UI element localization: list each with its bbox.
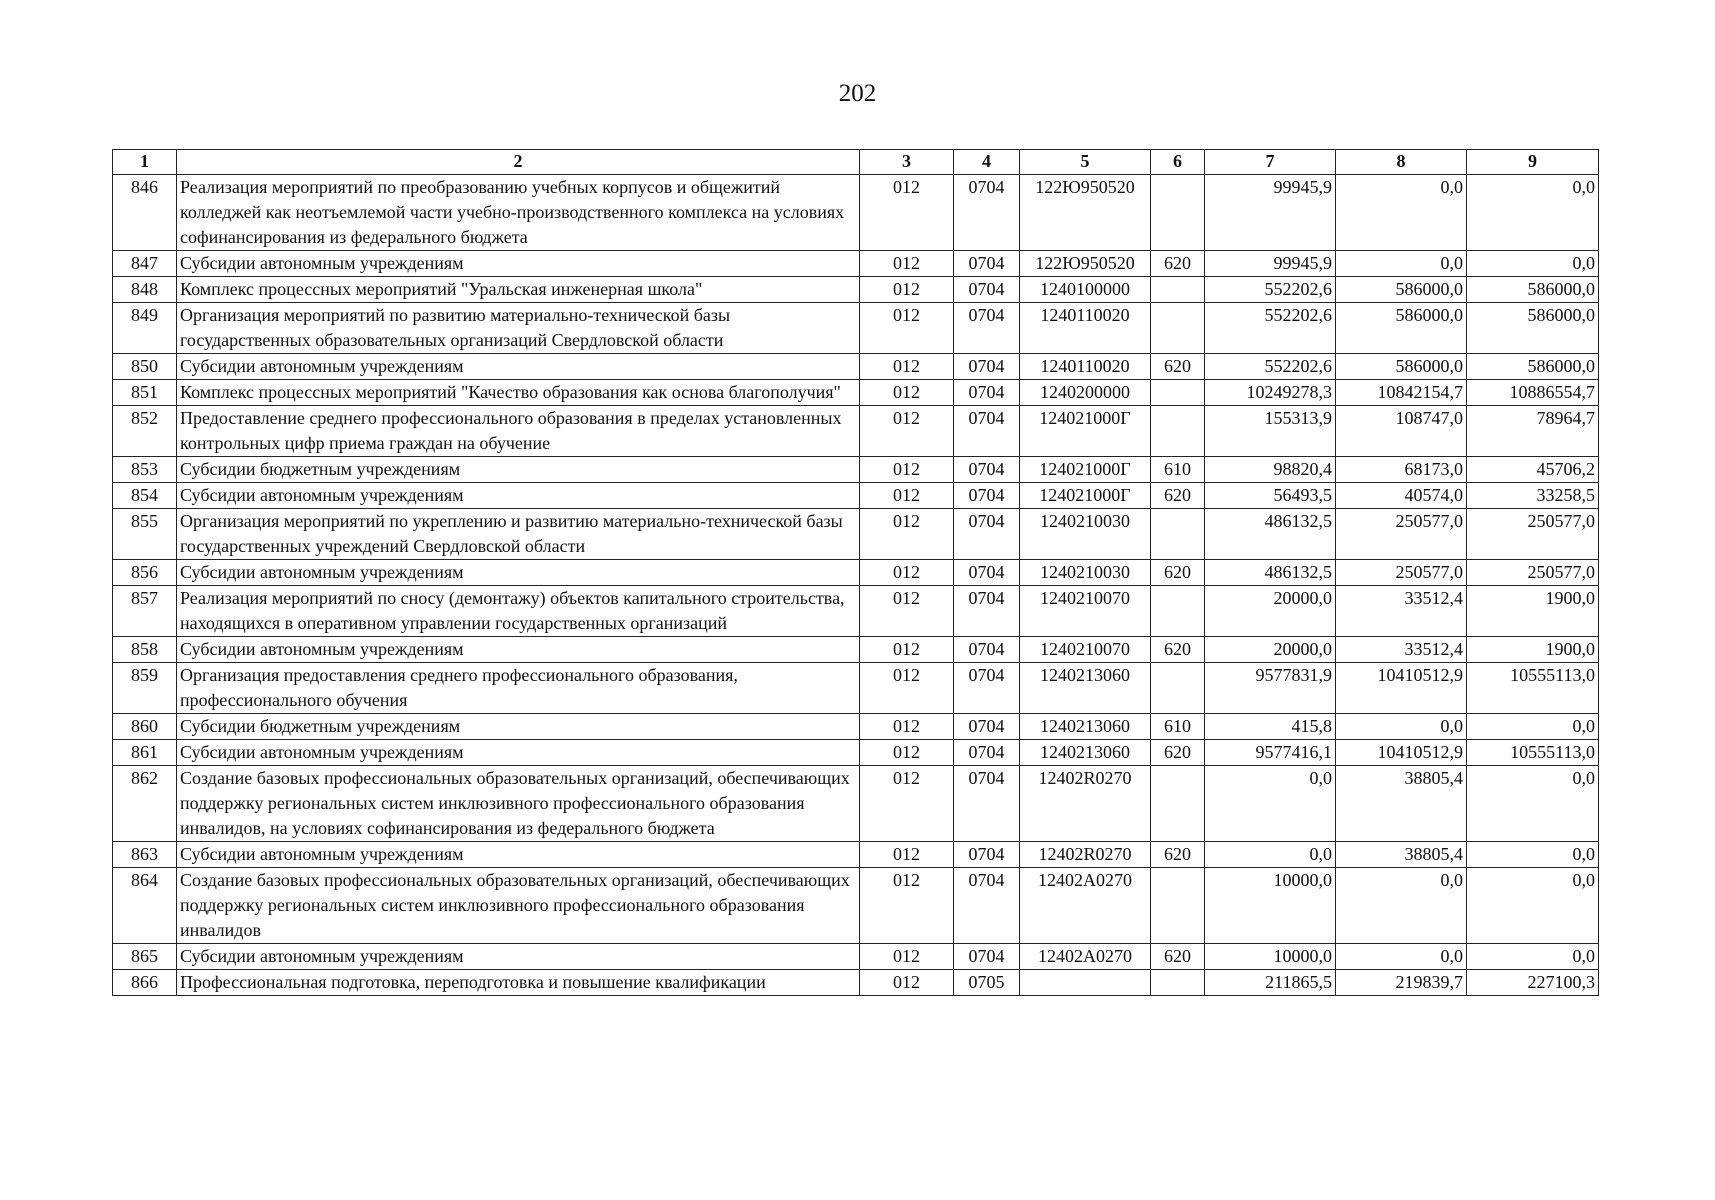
admin-code-cell: 012	[860, 251, 954, 277]
amount-col7-cell: 552202,6	[1205, 303, 1336, 354]
expense-type-cell	[1151, 175, 1205, 251]
admin-code-cell: 012	[860, 303, 954, 354]
amount-col9-cell: 1900,0	[1467, 637, 1599, 663]
amount-col9-cell: 1900,0	[1467, 586, 1599, 637]
item-name-cell: Комплекс процессных мероприятий "Качество образования как основа благополучия"	[177, 380, 860, 406]
admin-code-cell: 012	[860, 586, 954, 637]
item-name-cell: Реализация мероприятий по сносу (демонтажу) объектов капитального строительства, находящихся в оперативном управлении государственных организаций	[177, 586, 860, 637]
amount-col9-cell: 10555113,0	[1467, 740, 1599, 766]
target-code-cell: 1240213060	[1020, 740, 1151, 766]
amount-col9-cell: 0,0	[1467, 714, 1599, 740]
item-name-cell: Субсидии автономным учреждениям	[177, 637, 860, 663]
section-code-cell: 0704	[954, 483, 1020, 509]
section-code-cell: 0704	[954, 842, 1020, 868]
admin-code-cell: 012	[860, 277, 954, 303]
table-row	[113, 586, 1599, 637]
row-number-cell: 861	[113, 740, 177, 766]
item-name-cell: Организация мероприятий по развитию материально-технической базы государственных образовательных организаций Свердловской области	[177, 303, 860, 354]
target-code-cell: 12402A0270	[1020, 868, 1151, 944]
amount-col7-cell: 56493,5	[1205, 483, 1336, 509]
expense-type-cell: 620	[1151, 842, 1205, 868]
table-row	[113, 175, 1599, 251]
section-code-cell: 0704	[954, 714, 1020, 740]
header-cell-6: 6	[1151, 150, 1205, 175]
amount-col8-cell: 250577,0	[1336, 509, 1467, 560]
expense-type-cell: 620	[1151, 560, 1205, 586]
amount-col8-cell: 219839,7	[1336, 970, 1467, 996]
row-number-cell: 864	[113, 868, 177, 944]
amount-col7-cell: 99945,9	[1205, 251, 1336, 277]
table-body	[113, 175, 1599, 996]
item-name-cell: Реализация мероприятий по преобразованию учебных корпусов и общежитий колледжей как неотъемлемой части учебно-производственного комплекса на условиях софинансирования из федерального бюджета	[177, 175, 860, 251]
item-name-cell: Субсидии бюджетным учреждениям	[177, 714, 860, 740]
section-code-cell: 0704	[954, 944, 1020, 970]
section-code-cell: 0704	[954, 663, 1020, 714]
section-code-cell: 0704	[954, 586, 1020, 637]
item-name-cell: Субсидии автономным учреждениям	[177, 251, 860, 277]
item-name-cell: Предоставление среднего профессионального образования в пределах установленных контрольных цифр приема граждан на обучение	[177, 406, 860, 457]
table-row	[113, 457, 1599, 483]
section-code-cell: 0704	[954, 740, 1020, 766]
header-cell-8: 8	[1336, 150, 1467, 175]
amount-col7-cell: 0,0	[1205, 766, 1336, 842]
amount-col9-cell: 250577,0	[1467, 560, 1599, 586]
target-code-cell: 122Ю950520	[1020, 175, 1151, 251]
amount-col8-cell: 108747,0	[1336, 406, 1467, 457]
admin-code-cell: 012	[860, 560, 954, 586]
expense-type-cell: 620	[1151, 740, 1205, 766]
target-code-cell: 1240210030	[1020, 560, 1151, 586]
amount-col8-cell: 10410512,9	[1336, 663, 1467, 714]
amount-col7-cell: 486132,5	[1205, 560, 1336, 586]
row-number-cell: 850	[113, 354, 177, 380]
target-code-cell: 12402A0270	[1020, 944, 1151, 970]
section-code-cell: 0704	[954, 303, 1020, 354]
budget-table	[112, 149, 1599, 996]
section-code-cell: 0704	[954, 560, 1020, 586]
row-number-cell: 854	[113, 483, 177, 509]
expense-type-cell	[1151, 766, 1205, 842]
table-row	[113, 483, 1599, 509]
target-code-cell: 1240213060	[1020, 714, 1151, 740]
row-number-cell: 855	[113, 509, 177, 560]
amount-col8-cell: 0,0	[1336, 251, 1467, 277]
amount-col7-cell: 415,8	[1205, 714, 1336, 740]
target-code-cell: 1240110020	[1020, 303, 1151, 354]
amount-col9-cell: 10886554,7	[1467, 380, 1599, 406]
target-code-cell: 1240210070	[1020, 586, 1151, 637]
item-name-cell: Профессиональная подготовка, переподготовка и повышение квалификации	[177, 970, 860, 996]
amount-col8-cell: 0,0	[1336, 944, 1467, 970]
row-number-cell: 862	[113, 766, 177, 842]
amount-col7-cell: 10000,0	[1205, 944, 1336, 970]
expense-type-cell: 610	[1151, 714, 1205, 740]
expense-type-cell	[1151, 380, 1205, 406]
amount-col8-cell: 10842154,7	[1336, 380, 1467, 406]
amount-col7-cell: 552202,6	[1205, 277, 1336, 303]
row-number-cell: 865	[113, 944, 177, 970]
table-row	[113, 380, 1599, 406]
row-number-cell: 853	[113, 457, 177, 483]
target-code-cell: 12402R0270	[1020, 842, 1151, 868]
admin-code-cell: 012	[860, 868, 954, 944]
section-code-cell: 0704	[954, 380, 1020, 406]
amount-col7-cell: 99945,9	[1205, 175, 1336, 251]
amount-col8-cell: 40574,0	[1336, 483, 1467, 509]
row-number-cell: 849	[113, 303, 177, 354]
admin-code-cell: 012	[860, 970, 954, 996]
table-row	[113, 303, 1599, 354]
amount-col7-cell: 20000,0	[1205, 637, 1336, 663]
expense-type-cell: 620	[1151, 354, 1205, 380]
section-code-cell: 0704	[954, 457, 1020, 483]
item-name-cell: Субсидии автономным учреждениям	[177, 944, 860, 970]
table-row	[113, 406, 1599, 457]
header-cell-4: 4	[954, 150, 1020, 175]
amount-col9-cell: 10555113,0	[1467, 663, 1599, 714]
target-code-cell: 124021000Г	[1020, 457, 1151, 483]
amount-col8-cell: 33512,4	[1336, 637, 1467, 663]
section-code-cell: 0704	[954, 406, 1020, 457]
admin-code-cell: 012	[860, 509, 954, 560]
amount-col8-cell: 250577,0	[1336, 560, 1467, 586]
amount-col7-cell: 98820,4	[1205, 457, 1336, 483]
amount-col7-cell: 9577416,1	[1205, 740, 1336, 766]
amount-col7-cell: 9577831,9	[1205, 663, 1336, 714]
amount-col8-cell: 0,0	[1336, 175, 1467, 251]
page-number: 202	[838, 80, 877, 107]
header-cell-1: 1	[113, 150, 177, 175]
row-number-cell: 866	[113, 970, 177, 996]
amount-col9-cell: 0,0	[1467, 766, 1599, 842]
amount-col9-cell: 0,0	[1467, 868, 1599, 944]
header-cell-9: 9	[1467, 150, 1599, 175]
amount-col9-cell: 586000,0	[1467, 354, 1599, 380]
table-row	[113, 251, 1599, 277]
header-cell-7: 7	[1205, 150, 1336, 175]
expense-type-cell: 620	[1151, 944, 1205, 970]
row-number-cell: 860	[113, 714, 177, 740]
section-code-cell: 0705	[954, 970, 1020, 996]
row-number-cell: 846	[113, 175, 177, 251]
amount-col9-cell: 250577,0	[1467, 509, 1599, 560]
item-name-cell: Организация мероприятий по укреплению и развитию материально-технической базы государственных учреждений Свердловской области	[177, 509, 860, 560]
table-row	[113, 509, 1599, 560]
amount-col9-cell: 78964,7	[1467, 406, 1599, 457]
admin-code-cell: 012	[860, 380, 954, 406]
admin-code-cell: 012	[860, 457, 954, 483]
expense-type-cell	[1151, 509, 1205, 560]
target-code-cell: 1240200000	[1020, 380, 1151, 406]
expense-type-cell	[1151, 586, 1205, 637]
section-code-cell: 0704	[954, 509, 1020, 560]
expense-type-cell	[1151, 303, 1205, 354]
admin-code-cell: 012	[860, 406, 954, 457]
item-name-cell: Создание базовых профессиональных образовательных организаций, обеспечивающих поддержку региональных систем инклюзивного профессионального образования инвалидов, на условиях софинансирования из федерального бюджета	[177, 766, 860, 842]
table-row	[113, 970, 1599, 996]
amount-col7-cell: 211865,5	[1205, 970, 1336, 996]
table-row	[113, 868, 1599, 944]
amount-col8-cell: 0,0	[1336, 868, 1467, 944]
amount-col9-cell: 586000,0	[1467, 303, 1599, 354]
expense-type-cell: 620	[1151, 483, 1205, 509]
target-code-cell: 1240213060	[1020, 663, 1151, 714]
admin-code-cell: 012	[860, 740, 954, 766]
item-name-cell: Субсидии автономным учреждениям	[177, 483, 860, 509]
expense-type-cell: 620	[1151, 637, 1205, 663]
admin-code-cell: 012	[860, 842, 954, 868]
item-name-cell: Субсидии автономным учреждениям	[177, 842, 860, 868]
amount-col8-cell: 38805,4	[1336, 842, 1467, 868]
amount-col8-cell: 68173,0	[1336, 457, 1467, 483]
expense-type-cell	[1151, 868, 1205, 944]
target-code-cell: 1240110020	[1020, 354, 1151, 380]
admin-code-cell: 012	[860, 944, 954, 970]
admin-code-cell: 012	[860, 766, 954, 842]
table-row	[113, 637, 1599, 663]
section-code-cell: 0704	[954, 766, 1020, 842]
table-row	[113, 277, 1599, 303]
table-row	[113, 354, 1599, 380]
item-name-cell: Субсидии автономным учреждениям	[177, 740, 860, 766]
amount-col9-cell: 0,0	[1467, 175, 1599, 251]
target-code-cell: 1240210030	[1020, 509, 1151, 560]
table-row	[113, 842, 1599, 868]
section-code-cell: 0704	[954, 175, 1020, 251]
amount-col9-cell: 227100,3	[1467, 970, 1599, 996]
amount-col7-cell: 10249278,3	[1205, 380, 1336, 406]
amount-col7-cell: 0,0	[1205, 842, 1336, 868]
row-number-cell: 852	[113, 406, 177, 457]
admin-code-cell: 012	[860, 354, 954, 380]
target-code-cell	[1020, 970, 1151, 996]
section-code-cell: 0704	[954, 277, 1020, 303]
amount-col9-cell: 586000,0	[1467, 277, 1599, 303]
row-number-cell: 863	[113, 842, 177, 868]
item-name-cell: Субсидии автономным учреждениям	[177, 354, 860, 380]
expense-type-cell: 620	[1151, 251, 1205, 277]
amount-col7-cell: 552202,6	[1205, 354, 1336, 380]
section-code-cell: 0704	[954, 251, 1020, 277]
header-cell-5: 5	[1020, 150, 1151, 175]
amount-col7-cell: 155313,9	[1205, 406, 1336, 457]
item-name-cell: Субсидии бюджетным учреждениям	[177, 457, 860, 483]
target-code-cell: 124021000Г	[1020, 406, 1151, 457]
table-row	[113, 714, 1599, 740]
row-number-cell: 851	[113, 380, 177, 406]
target-code-cell: 12402R0270	[1020, 766, 1151, 842]
target-code-cell: 124021000Г	[1020, 483, 1151, 509]
target-code-cell: 1240100000	[1020, 277, 1151, 303]
admin-code-cell: 012	[860, 175, 954, 251]
table-row	[113, 944, 1599, 970]
row-number-cell: 857	[113, 586, 177, 637]
header-row	[113, 150, 1599, 175]
amount-col7-cell: 486132,5	[1205, 509, 1336, 560]
expense-type-cell	[1151, 406, 1205, 457]
amount-col9-cell: 33258,5	[1467, 483, 1599, 509]
expense-type-cell	[1151, 970, 1205, 996]
table-row	[113, 663, 1599, 714]
item-name-cell: Субсидии автономным учреждениям	[177, 560, 860, 586]
amount-col8-cell: 586000,0	[1336, 303, 1467, 354]
table-row	[113, 766, 1599, 842]
item-name-cell: Организация предоставления среднего профессионального образования, профессионального обучения	[177, 663, 860, 714]
amount-col9-cell: 0,0	[1467, 251, 1599, 277]
row-number-cell: 859	[113, 663, 177, 714]
amount-col9-cell: 0,0	[1467, 944, 1599, 970]
target-code-cell: 122Ю950520	[1020, 251, 1151, 277]
section-code-cell: 0704	[954, 354, 1020, 380]
item-name-cell: Создание базовых профессиональных образовательных организаций, обеспечивающих поддержку региональных систем инклюзивного профессионального образования инвалидов	[177, 868, 860, 944]
row-number-cell: 847	[113, 251, 177, 277]
amount-col7-cell: 20000,0	[1205, 586, 1336, 637]
expense-type-cell: 610	[1151, 457, 1205, 483]
amount-col7-cell: 10000,0	[1205, 868, 1336, 944]
expense-type-cell	[1151, 663, 1205, 714]
header-cell-2: 2	[177, 150, 860, 175]
row-number-cell: 848	[113, 277, 177, 303]
row-number-cell: 856	[113, 560, 177, 586]
admin-code-cell: 012	[860, 714, 954, 740]
admin-code-cell: 012	[860, 483, 954, 509]
amount-col8-cell: 38805,4	[1336, 766, 1467, 842]
amount-col8-cell: 33512,4	[1336, 586, 1467, 637]
admin-code-cell: 012	[860, 663, 954, 714]
item-name-cell: Комплекс процессных мероприятий "Уральская инженерная школа"	[177, 277, 860, 303]
table-row	[113, 740, 1599, 766]
amount-col9-cell: 0,0	[1467, 842, 1599, 868]
target-code-cell: 1240210070	[1020, 637, 1151, 663]
section-code-cell: 0704	[954, 868, 1020, 944]
amount-col9-cell: 45706,2	[1467, 457, 1599, 483]
table-row	[113, 560, 1599, 586]
table-header	[113, 150, 1599, 175]
section-code-cell: 0704	[954, 637, 1020, 663]
admin-code-cell: 012	[860, 637, 954, 663]
amount-col8-cell: 10410512,9	[1336, 740, 1467, 766]
amount-col8-cell: 586000,0	[1336, 277, 1467, 303]
header-cell-3: 3	[860, 150, 954, 175]
expense-type-cell	[1151, 277, 1205, 303]
amount-col8-cell: 586000,0	[1336, 354, 1467, 380]
amount-col8-cell: 0,0	[1336, 714, 1467, 740]
row-number-cell: 858	[113, 637, 177, 663]
